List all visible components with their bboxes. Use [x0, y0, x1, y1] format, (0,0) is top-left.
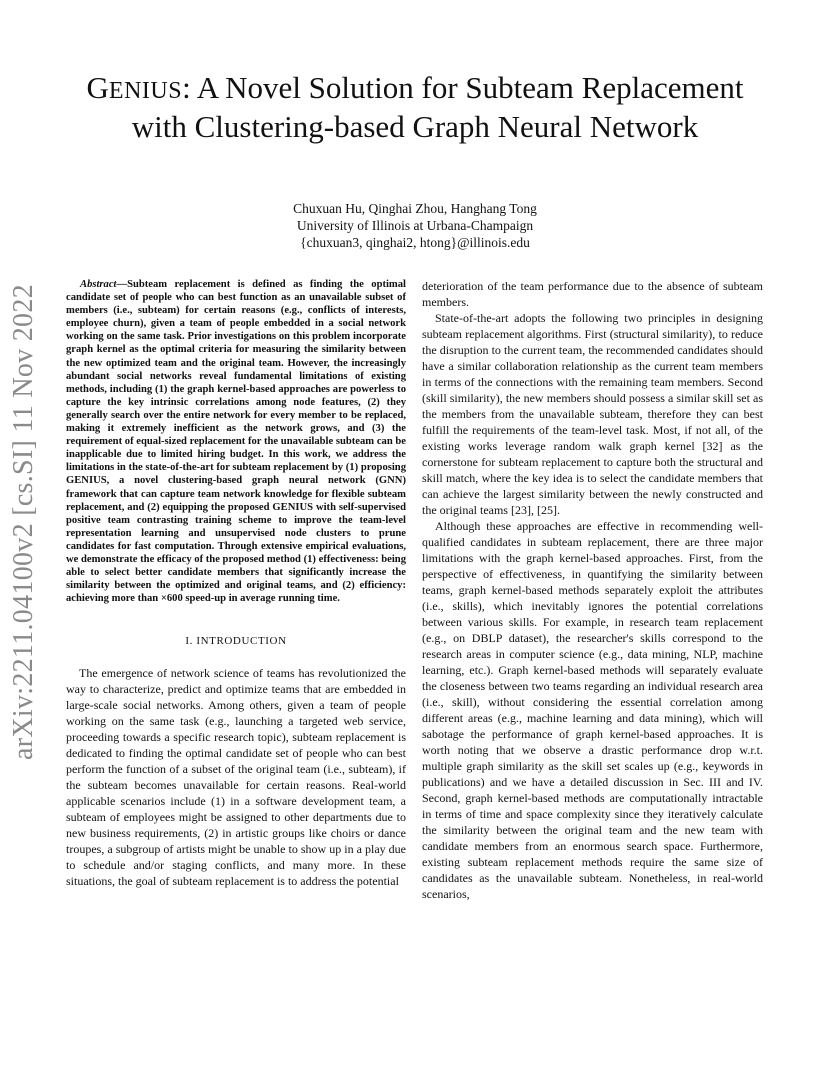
abstract: [66, 278, 406, 605]
abstract-label: Abstract: [80, 279, 117, 290]
left-column: [66, 278, 406, 889]
author-emails: {chuxuan3, qinghai2, htong}@illinois.edu: [300, 235, 530, 250]
author-names: Chuxuan Hu, Qinghai Zhou, Hanghang Tong: [293, 201, 537, 216]
abstract-dash: —: [116, 279, 128, 290]
title-genius-rest: ENIUS: [108, 78, 183, 104]
abstract-text: Subteam replacement is defined as finding the optimal candidate set of people who can best function as an unavailable subset of members (i.e., subteam) for certain reasons (e.g., conflicts of interests, employee churn), given a team of people embedded in a social network working on the same task. Prior investigations on this problem incorporate graph kernel as the optimal criteria for measuring the similarity between the new optimized team and the original team. However, the increasingly abundant social networks reveal fundamental limitations of existing methods, including (1) the graph kernel-based approaches are powerless to capture the key intrinsic correlations among node features, (2) they generally search over the entire network for every member to be replaced, making it extremely inefficient as the network grows, and (3) the requirement of equal-sized replacement for the unavailable subteam can be inapplicable due to limited hiring budget. In this work, we address the limitations in the state-of-the-art for subteam replacement by (1) proposing GENIUS, a novel clustering-based graph neural network (GNN) framework that can capture team network knowledge for flexible subteam replacement, and (2) equipping the proposed GENIUS with self-supervised positive team contrasting training scheme to improve the team-level representation learning and unsupervised node clusters to prune candidates for fast computation. Through extensive empirical evaluations, we demonstrate the efficacy of the proposed method (1) effectiveness: being able to select better candidate members that significantly increase the similarity between the optimized and original teams, and (2) efficiency: achieving more than ×600 speed-up in average running time.: [66, 279, 406, 605]
title-genius-cap: G: [86, 70, 109, 105]
paper-title: [70, 70, 760, 145]
intro-paragraph: The emergence of network science of teams has revolutionized the way to characterize, predict and optimize teams that are embedded in large-scale social networks. Among others, given a team of people working on the same task (e.g., launching a targeted web service, proceeding towards a specific research topic), subteam replacement is dedicated to finding the optimal candidate set of people who can best perform the function of a subset of the original team (i.e., subteam), if the subteam becomes unavailable for certain reasons. Real-world applicable scenarios include (1) in a software development team, a subteam of employees might be assigned to other departments due to new business requirements, (2) in artistic groups like choirs or dance troupes, a subgroup of artists might be unable to show up in a play due to schedule and/or staging conflicts, and many more. In these situations, the goal of subteam replacement is to address the potential: [66, 666, 406, 889]
arxiv-stamp: arXiv:2211.04100v2 [cs.SI] 11 Nov 2022: [8, 284, 39, 760]
author-block: [70, 200, 760, 251]
title-text: : A Novel Solution for Subteam Replacement with Clustering-based Graph Neural Network: [131, 70, 744, 144]
paragraph: Although these approaches are effective in recommending well-qualified candidates in subteam replacement, there are three major limitations with the graph kernel-based approaches. First, from the perspective of effectiveness, in quantifying the similarity between teams, graph kernel-based methods separately exploit the attributes (i.e., skills), which inevitably ignores the potential correlations between various skills. For example, in research team replacement (e.g., on DBLP dataset), the researcher's skills correspond to the research areas in computer science (e.g., data mining, NLP, machine learning, etc.). Graph kernel-based methods will separately evaluate the closeness between two teams regarding an individual research area (i.e., skill), without considering the essential correlation among different areas (e.g., machine learning and data mining), which will sabotage the performance of graph kernel-based approaches. It is worth noting that we observe a drastic performance drop w.r.t. multiple graph similarity as the skill set scales up (e.g., keywords in publications) and we have a detailed discussion in Sec. III and IV. Second, graph kernel-based methods are computationally intractable in terms of time and space complexity since they iteratively calculate the similarity between the original team and the new team with candidate members from an enormous search space. Furthermore, existing subteam replacement methods require the same size of candidates as the unavailable subteam. Nonetheless, in real-world scenarios,: [422, 519, 763, 901]
author-affiliation: University of Illinois at Urbana-Champaign: [296, 218, 534, 233]
paragraph: State-of-the-art adopts the following two principles in designing subteam replacement algorithms. First (structural similarity), to reduce the disruption to the current team, the recommended candidates should have a similar collaboration relationship as the current team members in terms of the connections with the remaining team members. Second (skill similarity), the new members should possess a similar skill set as the members from the unavailable subteam, therefore they can best fulfill the requirements of the team-level task. Most, if not all, of the existing works leverage random walk graph kernel [32] as the cornerstone for subteam replacement to capture both the structural and skill match, where the key idea is to select the candidate members that can achieve the largest similarity between the newly constructed and the original teams [23], [25].: [422, 311, 763, 517]
paragraph: deterioration of the team performance due to the absence of subteam members.: [422, 279, 763, 309]
section-heading-introduction: I. INTRODUCTION: [185, 635, 287, 648]
right-column: [422, 278, 763, 902]
